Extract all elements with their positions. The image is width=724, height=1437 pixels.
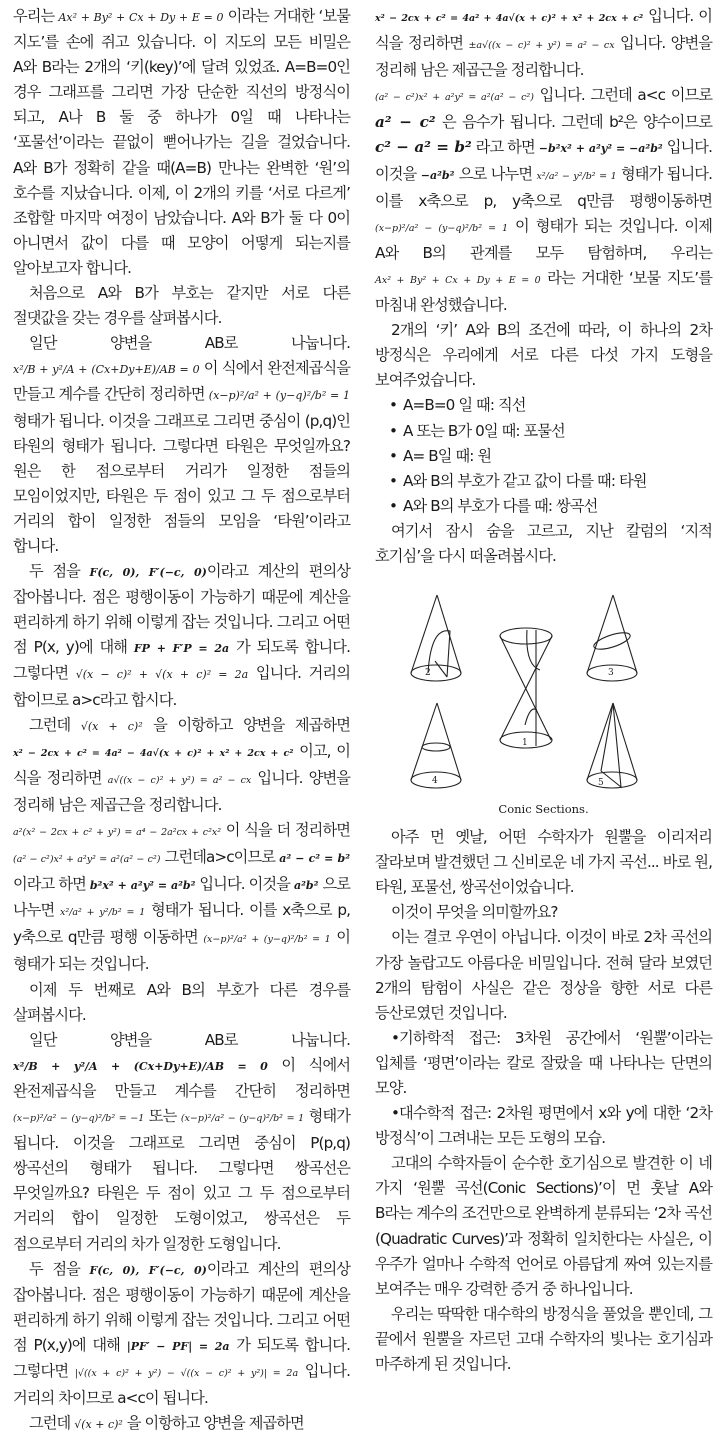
equation: a²b² bbox=[293, 879, 319, 893]
cone-lines bbox=[587, 703, 637, 788]
paragraph-hyperbola-case: 이제 두 번째로 A와 B의 부호가 다른 경우를 살펴봅시다. bbox=[13, 980, 350, 1024]
equation: x²/B + y²/A + (Cx+Dy+E)/AB = 0 bbox=[13, 1059, 268, 1073]
conic-sections-figure bbox=[375, 575, 712, 825]
svg-text:1: 1 bbox=[522, 738, 527, 749]
paragraph-five-shapes: 2개의 ‘키’ A와 B의 조건에 따라, 이 하나의 2차 방정식은 우리에게 서로 다른 다섯 가지 도형을 보여주었습니다. bbox=[375, 321, 712, 390]
equation: a²(x² − 2cx + c² + y²) = a⁴ − 2a²cx + c²x² bbox=[13, 827, 222, 838]
equation: b²x² + a²y² = a²b² bbox=[89, 879, 196, 893]
conic-cases-list bbox=[375, 393, 712, 518]
equation: (a² − c²)x² + a²y² = a²(a² − c²) bbox=[13, 854, 161, 866]
equation: (x−p)²/a² − (y−q)²/b² = 1 bbox=[180, 1113, 305, 1125]
equation: x²/a² + y²/b² = 1 bbox=[60, 907, 146, 919]
equation: (x−p)²/a² − (y−q)²/b² = −1 bbox=[13, 1113, 145, 1125]
conic-sections-illustration bbox=[375, 575, 712, 825]
equation: ±a√((x − c)² + y²) = a² − cx bbox=[468, 40, 615, 52]
paragraph-hyperbola-derivation: 그런데 √(x + c)² 을 이항하고 양변을 제곱하면 bbox=[29, 1414, 304, 1433]
paragraph-divide-ab: 일단 양변을 AB로 나눕니다. x²/B + y²/A + (Cx+Dy+E)/AB = 0 이 식에서 완전제곱식을 만들고 계수를 간단히 정리하면 (x−p)²/a² + (y−q)²/b² = 1 형태가 됩니다. 이것을 그래프로 그리면 중심이 (p,q)인 타원의 형태가 됩니다. 그렇다면 타원은 무엇일까요? 원은 한 점으로부터 거리가 일정한 점들의 모임이었지만, 타원은 두 점이 있고 그 두 점으로부터 거리의 합이 일정한 점들의 모임을 ‘타원’이라고 합니다. bbox=[13, 334, 350, 555]
list-item: • A 또는 B가 0일 때: 포물선 bbox=[389, 419, 712, 444]
paragraph-foci-ellipse: 두 점을 F(c, 0), F′(−c, 0)이라고 계산의 편의상 잡아봅니다. 점은 평행이동이 가능하기 때문에 계산을 편리하게 하기 위해 이렇게 잡는 것입니다. 그리고 어떤 점 P(x, y)에 대해 FP + F′P = 2a 가 되도록 합니다. 그렇다면 √(x − c)² + √(x + c)² = 2a 입니다. 거리의 합이므로 a>c라고 합시다. bbox=[13, 562, 351, 709]
paragraph-conic-quadratic: 고대의 수학자들이 순수한 호기심으로 발견한 이 네 가지 ‘원뿔 곡선(Conic Sections)’이 먼 훗날 A와 B라는 계수의 조건만으로 완벽하게 분류되는 ‘2차 곡선(Quadratic Curves)’과 정확히 일치한다는 사실은, 이 우주가 얼마나 수학적 언어로 아름답게 짜여 있는지를 보여주는 매우 강력한 증거 중 하나입니다. bbox=[375, 1154, 712, 1298]
equation: (a² − c²)x² + a²y² = a²(a² − c²) bbox=[375, 92, 534, 104]
equation: x²/B + y²/A + (Cx+Dy+E)/AB = 0 bbox=[13, 363, 200, 377]
left-column bbox=[13, 4, 350, 1437]
equation: √(x + c)² bbox=[80, 719, 143, 733]
svg-text:2: 2 bbox=[425, 668, 430, 679]
paragraph-foci-hyperbola: 두 점을 F(c, 0), F′(−c, 0)이라고 계산의 편의상 잡아봅니다. 점은 평행이동이 가능하기 때문에 계산을 편리하게 하기 위해 이렇게 잡는 것입니다. 그리고 어떤 점 P(x,y)에 대해 |PF′ − PF| = 2a 가 되도록 합니다. 그렇다면 |√((x + c)² + y²) − √((x − c)² + y²)| = 2a 입니다. 거리의 차이므로 a<c이 됩니다. bbox=[13, 1259, 351, 1408]
paragraph-ellipse-derivation: 그런데 √(x + c)² 을 이항하고 양변을 제곱하면 x² − 2cx + c² = 4a² − 4a√(x + c)² + x² + 2cx + c² 이고, 이 식을 정리하면 a√((x − c)² + y²) = a² − cx 입니다. 양변을 정리해 남은 제곱근을 정리합니다. bbox=[13, 715, 350, 814]
paragraph-secret: 이는 결코 우연이 아닙니다. 이것이 바로 2차 곡선의 가장 놀랍고도 아름다운 비밀입니다. 전혀 달라 보였던 2개의 탐험이 사실은 같은 정상을 향한 서로 다른 등산로였던 것입니다. bbox=[375, 928, 712, 1022]
equation: F(c, 0), F′(−c, 0) bbox=[89, 566, 207, 580]
paragraph-question: 이것이 무엇을 의미할까요? bbox=[391, 903, 558, 922]
svg-text:4: 4 bbox=[432, 776, 437, 787]
list-item: • A=B=0 일 때: 직선 bbox=[389, 393, 712, 418]
paragraph-intro: 우리는 Ax² + By² + Cx + Dy + E = 0 이라는 거대한 ‘보물 지도’를 손에 쥐고 있습니다. 이 지도의 모든 비밀은 A와 B라는 2개의 ‘키(key)’에 달려 있었죠. A=B=0인 경우 그래프를 그리면 가장 단순한 직선의 방정식이 되고, A나 B 둘 중 하나가 0일 때 나타나는 ‘포물선’이라는 끝없이 뻗어나가는 길을 걸었습니다. A와 B가 정확히 같을 때(A=B) 만나는 완벽한 ‘원’의 호수를 지났습니다. 이제, 이 2개의 키를 ‘서로 다르게’ 조합할 마지막 여정이 남았습니다. A와 B가 둘 다 0이 아니면서 값이 다를 때 모양이 어떻게 되는지를 알아보고자 합니다. bbox=[13, 7, 350, 277]
list-item: • A와 B의 부호가 같고 값이 다를 때: 타원 bbox=[389, 469, 712, 494]
cone-circle bbox=[411, 703, 461, 788]
list-item: • A와 B의 부호가 다를 때: 쌍곡선 bbox=[389, 494, 712, 519]
equation: a√((x − c)² + y²) = a² − cx bbox=[107, 774, 252, 786]
paragraph-hyperbola-result: (a² − c²)x² + a²y² = a²(a² − c²) 입니다. 그런데 a<c 이므로 a² − c² 은 음수가 됩니다. 그런데 b²은 양수이므로 c² − a² = b² 라고 하면 −b²x² + a²y² = −a²b² 입니다. 이것을 −a²b² 으로 나누면 x²/a² − y²/b² = 1 형태가 됩니다. 이를 x축으로 p, y축으로 q만큼 평행이동하면 (x−p)²/a² − (y−q)²/b² = 1 이 형태가 되는 것입니다. 이제 A와 B의 관계를 모두 탐험하며, 우리는 Ax² + By² + Cx + Dy + E = 0 라는 거대한 ‘보물 지도’를 마침내 완성했습니다. bbox=[375, 86, 713, 315]
cone-ellipse bbox=[587, 595, 637, 681]
equation: |PF′ − PF| = 2a bbox=[126, 1339, 230, 1353]
paragraph-recall: 여기서 잠시 숨을 고르고, 지난 칼럼의 ‘지적 호기심’을 다시 떠올려봅시다. bbox=[375, 521, 712, 565]
equation: FP + F′P = 2a bbox=[133, 642, 230, 656]
paragraph-geometric-approach: •기하학적 접근: 3차원 공간에서 ‘원뿔’이라는 입체를 ‘평면’이라는 칼로 잘랐을 때 나타나는 단면의 모양. bbox=[375, 1028, 712, 1097]
paragraph-algebraic-approach: •대수학적 접근: 2차원 평면에서 x와 y에 대한 ‘2차 방정식’이 그려내는 모든 도형의 모습. bbox=[375, 1104, 712, 1148]
equation: √(x + c)² bbox=[74, 1418, 123, 1432]
paragraph-ancient: 아주 먼 옛날, 어떤 수학자가 원뿔을 이리저리 잘라보며 발견했던 그 신비로운 네 가지 곡선... 바로 원, 타원, 포물선, 쌍곡선이었습니다. bbox=[375, 828, 712, 897]
equation: (x−p)²/a² + (y−q)²/b² = 1 bbox=[203, 934, 331, 946]
equation: x²/a² − y²/b² = 1 bbox=[536, 170, 617, 182]
equation: −a²b² bbox=[420, 168, 455, 182]
equation: c² − a² = b² bbox=[375, 138, 472, 157]
equation: a² − c² = b² bbox=[279, 852, 351, 866]
general-quadratic-equation: Ax² + By² + Cx + Dy + E = 0 bbox=[58, 11, 224, 24]
paragraph-hyperbola-continued: x² − 2cx + c² = 4a² + 4a√(x + c)² + x² + 2cx + c² 입니다. 이 식을 정리하면 ±a√((x − c)² + y²) = a² − cx 입니다. 양변을 정리해 남은 제곱근을 정리합니다. bbox=[375, 7, 712, 80]
list-item: • A= B일 때: 원 bbox=[389, 444, 712, 469]
paragraph-hyperbola-divide: 일단 양변을 AB로 나눕니다. x²/B + y²/A + (Cx+Dy+E)/AB = 0 이 식에서 완전제곱식을 만들고 계수를 간단히 정리하면 (x−p)²/a² − (y−q)²/b² = −1 또는 (x−p)²/a² − (y−q)²/b² = 1 형태가 됩니다. 이것을 그래프로 그리면 중심이 P(p,q) 쌍곡선의 형태가 됩니다. 그렇다면 쌍곡선은 무엇일까요? 타원은 두 점이 있고 그 두 점으로부터 거리의 합이 일정한 도형이었고, 쌍곡선은 두 점으로부터 거리의 차가 일정한 도형입니다. bbox=[13, 1030, 350, 1253]
paragraph-ellipse-result: a²(x² − 2cx + c² + y²) = a⁴ − 2a²cx + c²x² 이 식을 더 정리하면 (a² − c²)x² + a²y² = a²(a² − c²) 그런데a>c이므로 a² − c² = b² 이라고 하면 b²x² + a²y² = a²b² 입니다. 이것을 a²b² 으로 나누면 x²/a² + y²/b² = 1 형태가 됩니다. 이를 x축으로 p, y축으로 q만큼 평행 이동하면 (x−p)²/a² + (y−q)²/b² = 1 이 형태가 되는 것입니다. bbox=[13, 821, 351, 974]
equation: F(c, 0), F′(−c, 0) bbox=[89, 1263, 207, 1277]
equation: −b²x² + a²y² = −a²b² bbox=[538, 142, 663, 156]
cone-parabola bbox=[411, 595, 461, 681]
paragraph-ellipse-case: 처음으로 A와 B가 부호는 같지만 서로 다른 절댓값을 갖는 경우를 살펴봅시다. bbox=[13, 284, 350, 328]
svg-text:3: 3 bbox=[608, 668, 613, 679]
general-quadratic-equation: Ax² + By² + Cx + Dy + E = 0 bbox=[375, 274, 541, 286]
cone-hyperbola bbox=[500, 628, 552, 748]
right-column bbox=[375, 4, 712, 1377]
equation: |√((x + c)² + y²) − √((x − c)² + y²)| = 2a bbox=[74, 1367, 299, 1379]
svg-text:5: 5 bbox=[598, 778, 603, 789]
figure-caption: Conic Sections. bbox=[498, 802, 589, 817]
equation: x² − 2cx + c² = 4a² + 4a√(x + c)² + x² + 2cx + c² bbox=[375, 13, 644, 24]
equation: (x−p)²/a² − (y−q)²/b² = 1 bbox=[375, 222, 509, 234]
equation: x² − 2cx + c² = 4a² − 4a√(x + c)² + x² + 2cx + c² bbox=[13, 747, 294, 759]
equation: (x−p)²/a² + (y−q)²/b² = 1 bbox=[208, 389, 350, 403]
equation: √(x − c)² + √(x + c)² = 2a bbox=[75, 668, 249, 682]
equation: a² − c² bbox=[375, 113, 436, 132]
paragraph-conclusion: 우리는 딱딱한 대수학의 방정식을 풀었을 뿐인데, 그 끝에서 원뿔을 자르던 고대 수학자의 빛나는 호기심과 마주하게 된 것입니다. bbox=[375, 1304, 712, 1374]
